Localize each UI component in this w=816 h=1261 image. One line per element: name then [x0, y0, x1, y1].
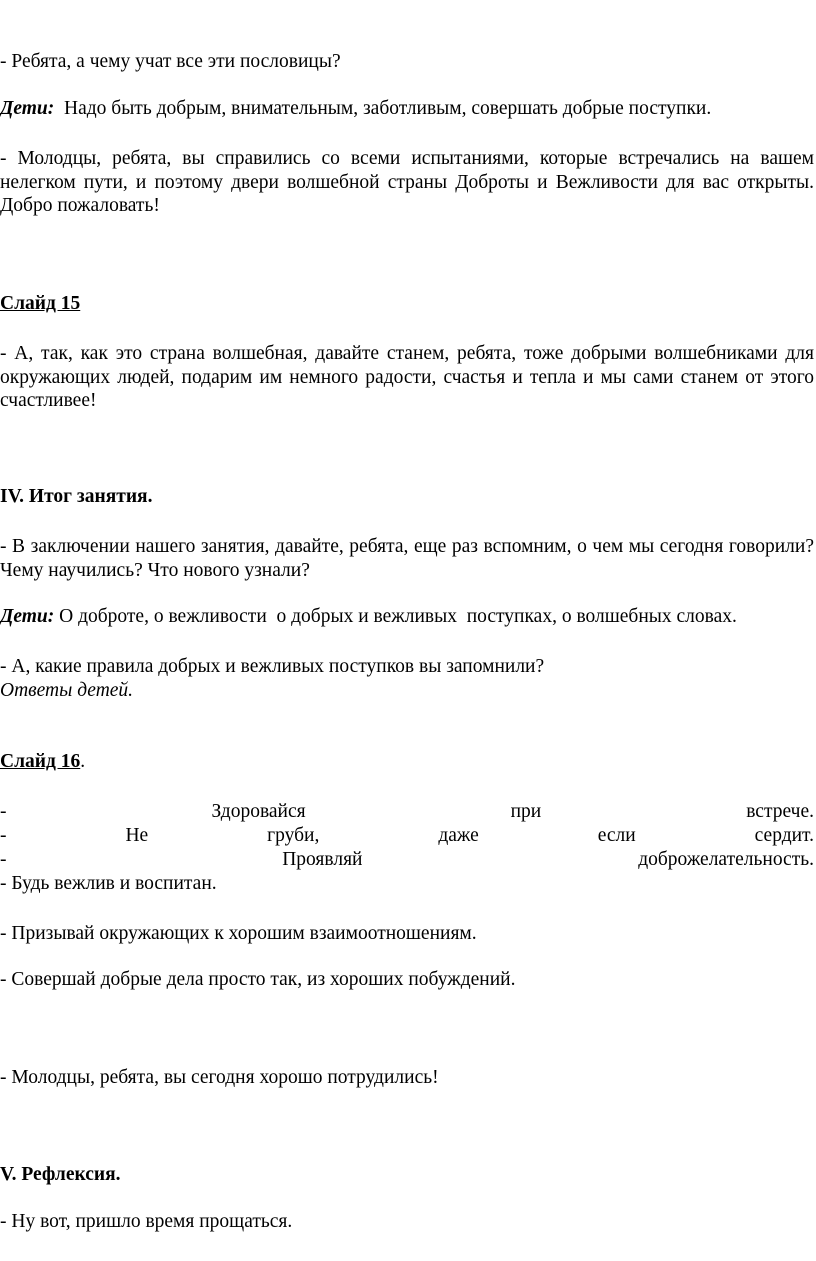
- rule-4: - Будь вежлив и воспитан.: [0, 873, 217, 894]
- praise-paragraph: - Молодцы, ребята, вы справились со всеми испытаниями, которые встречались на вашем нелегком пути, и поэтому двери волшебной страны Доброты и Вежливости для вас открыты. Добро пожаловать!: [0, 148, 814, 216]
- speaker-label: Дети:: [0, 98, 55, 119]
- rule-2: [0, 824, 814, 848]
- answer-text: О доброте, о вежливости о добрых и вежливых поступках, о волшебных словах.: [54, 606, 737, 627]
- rule-word: Не: [125, 825, 149, 846]
- rule-5: - Призывай окружающих к хорошим взаимоотношениям.: [0, 923, 477, 944]
- rule-word: -: [0, 825, 7, 846]
- rule-1: [0, 800, 814, 824]
- section-iv-heading: IV. Итог занятия.: [0, 486, 153, 507]
- rule-word: даже: [438, 825, 479, 846]
- final-praise: - Молодцы, ребята, вы сегодня хорошо потрудились!: [0, 1067, 439, 1088]
- rule-word: -: [0, 801, 7, 822]
- speaker-label: Дети:: [0, 606, 55, 627]
- rule-word: доброжелательность.: [638, 849, 814, 870]
- slide-15-heading: Слайд 15: [0, 293, 81, 314]
- children-answer-1: [0, 97, 816, 121]
- rule-word: если: [597, 825, 636, 846]
- rule-word: Здоровайся: [211, 801, 306, 822]
- rule-word: -: [0, 849, 7, 870]
- rule-6: - Совершай добрые дела просто так, из хороших побуждений.: [0, 969, 516, 990]
- rule-word: при: [510, 801, 542, 822]
- children-answer-2: [0, 605, 816, 629]
- rule-word: встрече.: [746, 801, 814, 822]
- slide-16-dot: .: [80, 751, 86, 772]
- slide-16-label: Слайд 16: [0, 751, 81, 772]
- slide-16-heading: [0, 750, 816, 774]
- rule-3: [0, 848, 814, 872]
- farewell-line: - Ну вот, пришло время прощаться.: [0, 1211, 293, 1232]
- children-answers-note: Ответы детей.: [0, 680, 134, 701]
- rule-word: Проявляй: [282, 849, 363, 870]
- question-proverbs: - Ребята, а чему учат все эти пословицы?: [0, 51, 341, 72]
- rule-word: груби,: [267, 825, 320, 846]
- section-v-heading: V. Рефлексия.: [0, 1164, 121, 1185]
- magicians-paragraph: - А, так, как это страна волшебная, давайте станем, ребята, тоже добрыми волшебниками для окружающих людей, подарим им немного радости, счастья и тепла и мы сами станем от этого счастливее!: [0, 343, 814, 411]
- rules-question: - А, какие правила добрых и вежливых поступков вы запомнили?: [0, 656, 545, 677]
- rule-word: сердит.: [754, 825, 814, 846]
- answer-text: Надо быть добрым, внимательным, заботливым, совершать добрые поступки.: [54, 98, 712, 119]
- conclusion-paragraph: - В заключении нашего занятия, давайте, ребята, еще раз вспомним, о чем мы сегодня говорили? Чему научились? Что нового узнали?: [0, 536, 814, 581]
